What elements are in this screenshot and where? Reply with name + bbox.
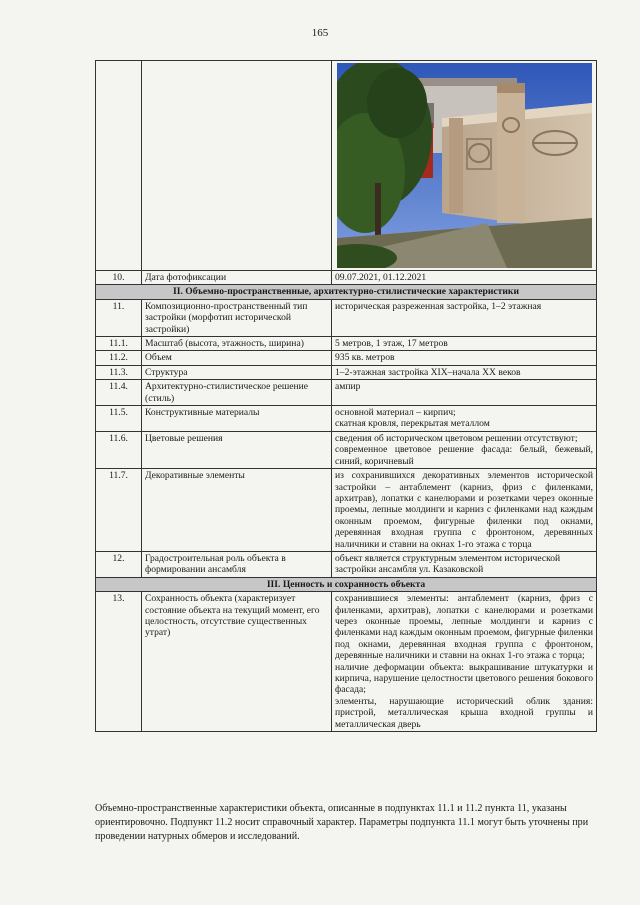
section-header-row [96,285,597,299]
table-row: 11.5. Конструктивные материалы основной материал – кирпич; скатная кровля, перекрытая металлом [96,406,597,432]
table-row: 11.2. Объем 935 кв. метров [96,351,597,365]
building-photo [337,63,592,268]
footnote-paragraph: Объемно-пространственные характеристики объекта, описанные в подпунктах 11.1 и 11.2 пункта 11, указаны ориентировочно. Подпункт 11.2 носит справочный характер. Параметры подпункта 11.1 могут быть уточнены при проведении натурных обмеров и исследований. [95,803,589,842]
table-row: 11.7. Декоративные элементы из сохранившихся декоративных элементов исторической застройки – антаблемент (карниз, фриз с филенками, архитрав), лопатки с канелюрами и розетками через оконные проемы, лепные молдинги и карниз с филенками над каждым оконным проемом, фигурные филенки под окнами, деревянная входная группа с фронтоном, деревянных наличники и ставни на окнах 1-го этажа с торца [96,469,597,552]
table-row: 11.6. Цветовые решения сведения об историческом цветовом решении отсутствуют; современное цветовое решение фасада: белый, бежевый, синий, коричневый [96,431,597,468]
object-passport-table [95,60,597,732]
table-row: 11.4. Архитектурно-стилистическое решение (стиль) ампир [96,380,597,406]
section-heading-3: III. Ценность и сохранность объекта [96,577,597,591]
table-row: 11.1. Масштаб (высота, этажность, ширина) 5 метров, 1 этаж, 17 метров [96,337,597,351]
table-row: 12. Градостроительная роль объекта в формировании ансамбля объект является структурным элементом исторической застройки ансамбля ул. Казаковской [96,551,597,577]
table-row: 11. Композиционно-пространственный тип застройки (морфотип исторической застройки) историческая разреженная застройка, 1–2 этажная [96,299,597,336]
table-row: 13. Сохранность объекта (характеризует состояние объекта на текущий момент, его целостность, отсутствие существенных утрат) сохранившиеся элементы: антаблемент (карниз, фриз с филенками, архитрав), лопатки с канелюрами и розетками через оконные проемы, лепные молдинги и карниз с филенками над каждым оконным проемом, фигурные филенки под окнами, деревянная входная группа с фронтоном, деревянные наличники и ставни на окнах 1-го этажа с торца; наличие деформации объекта: выкрашивание штукатурки и кирпича, нарушение целостности цветового решения бокового фасада; элементы, нарушающие исторический облик здания: пристрой, металлическая крыша входной группы и металлическая дверь [96,592,597,732]
table-row: 11.3. Структура 1–2-этажная застройка XIX–начала XX веков [96,365,597,379]
section-header-row [96,577,597,591]
page-number: 165 [311,27,329,39]
section-heading-2: II. Объемно-пространственные, архитектурно-стилистические характеристики [96,285,597,299]
photo-row [96,61,597,271]
table-row: 10. Дата фотофиксации 09.07.2021, 01.12.2021 [96,271,597,285]
